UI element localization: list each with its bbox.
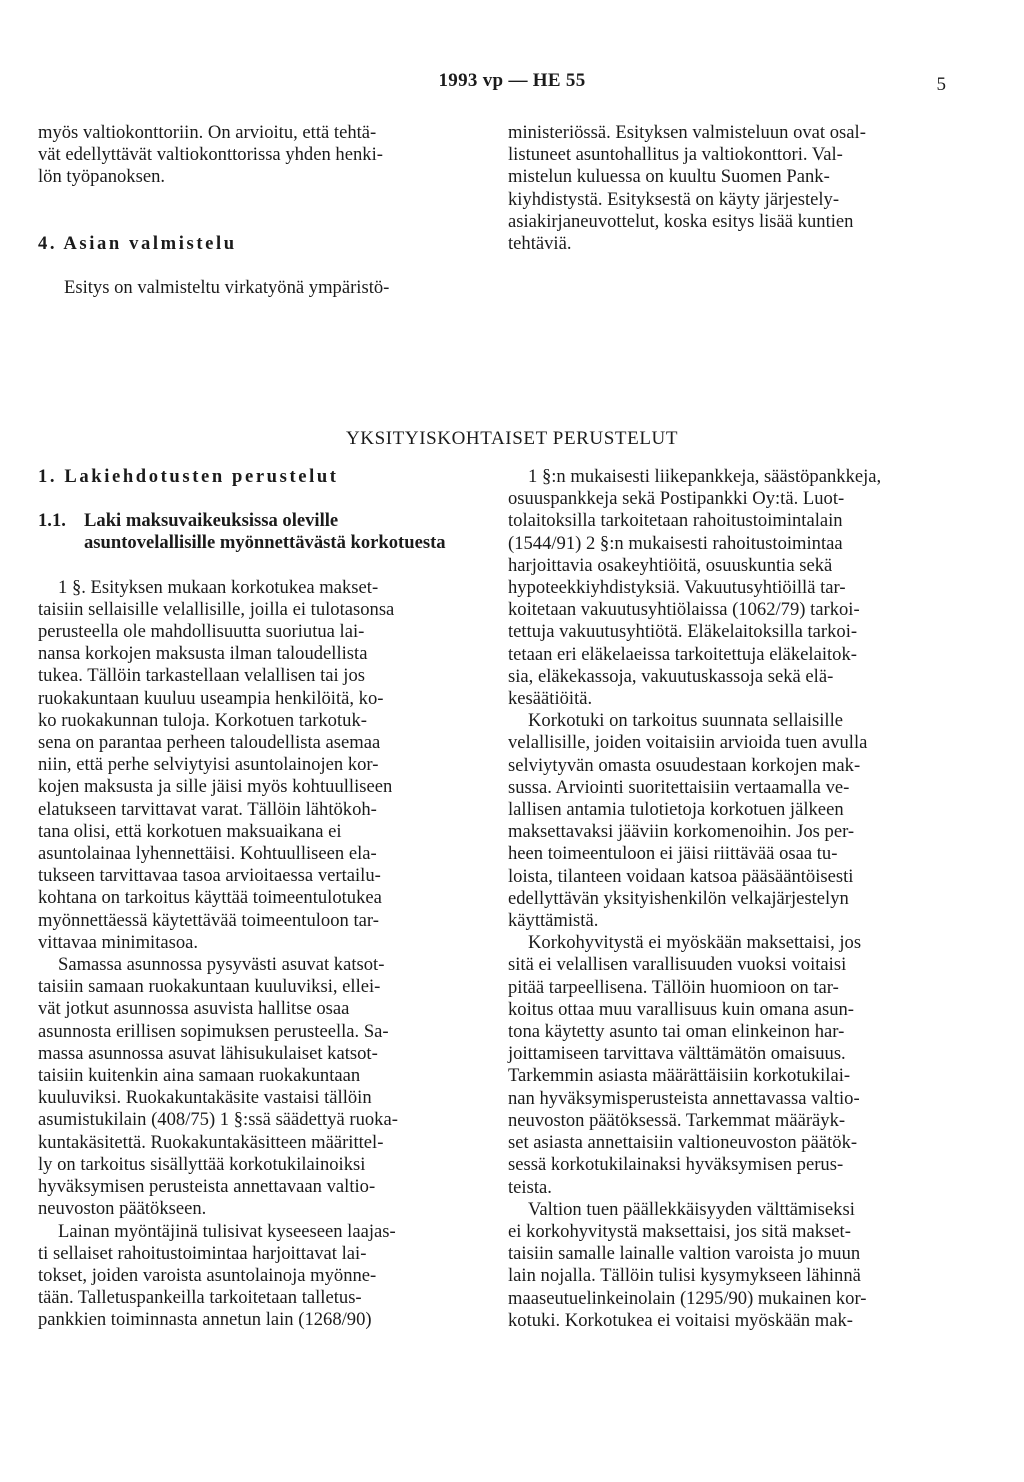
text-line: tona käytetty asunto tai oman elinkeinon har- [508, 1021, 845, 1043]
text-line: tehtäviä. [508, 233, 572, 255]
text-line: asuntolainaa lyhennettäisi. Kohtuulliseen ela- [38, 843, 377, 865]
text-line: tokset, joiden varoista asuntolainoja myönne- [38, 1264, 377, 1286]
text-line: asumistukilain (408/75) 1 §:ssä säädettyä ruoka- [38, 1109, 398, 1131]
top-right-column [508, 122, 949, 255]
text-line: mistelun kuluessa on kuultu Suomen Pank- [508, 166, 830, 188]
text-line: selviytyvän omasta osuudestaan korkojen mak- [508, 754, 861, 776]
text-line: taisiin sellaisille velallisille, joilla ei tulotasonsa [38, 598, 395, 620]
text-line: nansa korkojen maksusta ilman taloudellista [38, 643, 368, 665]
paragraph [508, 466, 949, 710]
text-line: asiakirjaneuvottelut, koska esitys lisää kuntien [508, 210, 854, 232]
text-line: (1544/91) 2 §:n mukaisesti rahoitustoimintaa [508, 532, 843, 554]
text-line: Lainan myöntäjinä tulisivat kyseeseen laajas- [58, 1220, 396, 1242]
text-line: tetaan eri eläkelaeissa tarkoitettuja eläkelaitok- [508, 643, 857, 665]
text-line: asunnosta erillisen sopimuksen perusteella. Sa- [38, 1020, 389, 1042]
text-line: ei korkohyvitystä maksettaisi, jos sitä makset- [508, 1220, 851, 1242]
text-line: pitää tarpeellisena. Tällöin huomioon on tar- [508, 976, 839, 998]
text-line: kojen maksusta ja sille jäisi myös kohtuulliseen [38, 776, 393, 798]
text-line: lain nojalla. Tällöin tulisi kysymykseen lähinnä [508, 1265, 861, 1287]
text-line: ly on tarkoitus sisällyttää korkotukilainoiksi [38, 1153, 366, 1175]
text-line: Valtion tuen päällekkäisyyden välttämiseksi [528, 1198, 855, 1220]
left-column [38, 466, 474, 1332]
text-line: tukea. Tällöin tarkastellaan velallisen tai jos [38, 665, 366, 687]
text-line: koitetaan vakuutusyhtiölaissa (1062/79) tarkoi- [508, 599, 860, 621]
text-line: kotuki. Korkotukea ei voitaisi myöskään mak- [508, 1309, 853, 1331]
text-line: perusteella ole mahdollisuutta suoriutua lai- [38, 621, 365, 643]
text-line: tään. Talletuspankeilla tarkoitetaan talletus- [38, 1287, 362, 1309]
subsection-title: Laki maksuvaikeuksissa oleville asuntovelallisille myönnettävästä korkotuesta [84, 510, 446, 554]
text-line: maksettavaksi jääviin korkomenoihin. Jos per- [508, 821, 855, 843]
paragraph [38, 954, 474, 1220]
subsection-number: 1.1. [38, 510, 66, 532]
text-line: kuuluviksi. Ruokakuntakäsite vastaisi tällöin [38, 1087, 372, 1109]
text-line: osuuspankkeja sekä Postipankki Oy:tä. Luot- [508, 488, 845, 510]
text-line: käyttämistä. [508, 910, 599, 932]
text-line: tettuja vakuutusyhtiötä. Eläkelaitoksilla tarkoi- [508, 621, 858, 643]
page-number: 5 [936, 74, 946, 95]
text-line: edellyttävän yksityishenkilön velkajärjestelyn [508, 887, 849, 909]
text-line: 1 §:n mukaisesti liikepankkeja, säästöpankkeja, [528, 466, 882, 487]
text-line: ruokakuntaan kuuluu useampia henkilöitä, ko- [38, 687, 384, 709]
text-line: kesäätiöitä. [508, 688, 593, 710]
text-line: sia, eläkekassoja, vakuutuskassoja sekä elä- [508, 665, 834, 687]
paragraph [508, 932, 949, 1198]
text-line: kiyhdistystä. Esityksestä on käyty järjestely- [508, 188, 840, 210]
text-line: lallisen antamia tulotietoja korkotuen jälkeen [508, 799, 844, 821]
text-line: niin, että perhe selviytyisi asuntolainojen kor- [38, 754, 379, 776]
header-title: 1993 vp — HE 55 [438, 70, 586, 91]
text-line: vittavaa minimitasoa. [38, 931, 199, 953]
text-line: elatukseen tarvittavat varat. Tällöin lähtökoh- [38, 798, 377, 820]
text-line: loista, tilanteen voidaan katsoa pääsääntöisesti [508, 865, 854, 887]
text-line: tana olisi, että korkotuen maksuaikana ei [38, 820, 342, 842]
text-line: pankkien toiminnasta annetun lain (1268/90) [38, 1309, 372, 1331]
text-line: heen toimeentuloon ei jäisi riittävää osaa tu- [508, 843, 838, 865]
text-line: ko ruokakunnan tuloja. Korkotuen tarkotuk- [38, 709, 367, 731]
text-line: myös valtiokonttoriin. On arvioitu, että tehtä- [38, 122, 377, 143]
text-line: sitä ei velallisen varallisuuden vuoksi voitaisi [508, 954, 847, 976]
text-line: Samassa asunnossa pysyvästi asuvat katsot- [58, 954, 385, 976]
text-line: velallisille, joiden voitaisiin arvioida tuen avulla [508, 732, 868, 754]
text-line: massa asunnossa asuvat lähisukulaiset katsot- [38, 1042, 378, 1064]
text-line: taisiin samaan ruokakuntaan kuuluviksi, ellei- [38, 976, 381, 998]
text-line: joittamiseen tarvittava välttämätön omaisuus. [508, 1043, 846, 1065]
text-line: myönnettäessä käytettävää toimeentuloon tar- [38, 909, 379, 931]
text-line: hyväksymisen perusteista annettavaan valtio- [38, 1176, 376, 1198]
text-line: maaseutuelinkeinolain (1295/90) mukainen kor- [508, 1287, 867, 1309]
top-left-column [38, 122, 480, 299]
text-line: vät jotkut asunnossa asuvista hallitse osaa [38, 998, 350, 1020]
left-paragraphs [38, 577, 474, 1332]
text-line: neuvoston päätöksessä. Tarkemmat määräyk- [508, 1109, 846, 1131]
preparation-paragraph: Esitys on valmisteltu virkatyönä ympäristö- [64, 276, 390, 298]
right-column [508, 466, 949, 1332]
text-line: teista. [508, 1176, 552, 1198]
section-title: YKSITYISKOHTAISET PERUSTELUT [345, 428, 679, 449]
text-line: listuneet asuntohallitus ja valtiokonttori. Val- [508, 144, 843, 166]
section-heading-4: 4. Asian valmistelu [38, 232, 237, 254]
text-line: 1 §. Esityksen mukaan korkotukea makset- [58, 576, 379, 598]
text-line: nan hyväksymisperusteista annettavassa valtio- [508, 1087, 860, 1109]
text-line: ministeriössä. Esityksen valmisteluun ovat osal- [508, 122, 866, 143]
section-heading-1: 1. Lakiehdotusten perustelut [38, 466, 339, 487]
text-line: tukseen tarvittavaa tasoa arvioitaessa vertailu- [38, 865, 381, 887]
text-line: sena on parantaa perheen taloudellista asemaa [38, 732, 381, 754]
intro-paragraph [38, 122, 480, 189]
page-header [0, 70, 1024, 96]
text-line: neuvoston päätökseen. [38, 1198, 207, 1220]
text-line: Tarkemmin asiasta määrättäisiin korkotukilai- [508, 1065, 851, 1087]
text-line: set asiasta annettaisiin valtioneuvoston päätök- [508, 1132, 858, 1154]
subsection-heading [38, 510, 474, 554]
right-paragraphs [508, 466, 949, 1332]
text-line: Korkohyvitystä ei myöskään maksettaisi, jos [528, 932, 862, 954]
text-line: Korkotuki on tarkoitus suunnata sellaisille [528, 710, 844, 732]
text-line: kohtana on tarkoitus käyttää toimeentulotukea [38, 887, 382, 909]
text-line: lön työpanoksen. [38, 166, 166, 188]
text-line: kuntakäsitettä. Ruokakuntakäsitteen määrittel- [38, 1131, 384, 1153]
text-line: harjoittavia osakeyhtiöitä, osuuskuntia sekä [508, 554, 833, 576]
paragraph [508, 1199, 949, 1332]
text-line: vät edellyttävät valtiokonttorissa yhden henki- [38, 144, 383, 166]
text-line: taisiin samalle lainalle valtion varoista jo muun [508, 1243, 861, 1265]
text-line: sessä korkotukilainaksi hyväksymisen perus- [508, 1154, 844, 1176]
text-line: tolaitoksilla tarkoitetaan rahoitustoimintalain [508, 510, 843, 532]
paragraph [38, 1221, 474, 1332]
text-line: ti sellaiset rahoitustoimintaa harjoittavat lai- [38, 1242, 367, 1264]
text-line: sussa. Arviointi suoritettaisiin vertaamalla ve- [508, 776, 850, 798]
text-line: hypoteekkiyhdistyksiä. Vakuutusyhtiöillä tar- [508, 577, 846, 599]
paragraph [38, 577, 474, 954]
text-line: koitus ottaa muu varallisuus kuin omana asun- [508, 998, 854, 1020]
text-line: taisiin kuitenkin aina samaan ruokakuntaan [38, 1065, 361, 1087]
paragraph [508, 710, 949, 932]
